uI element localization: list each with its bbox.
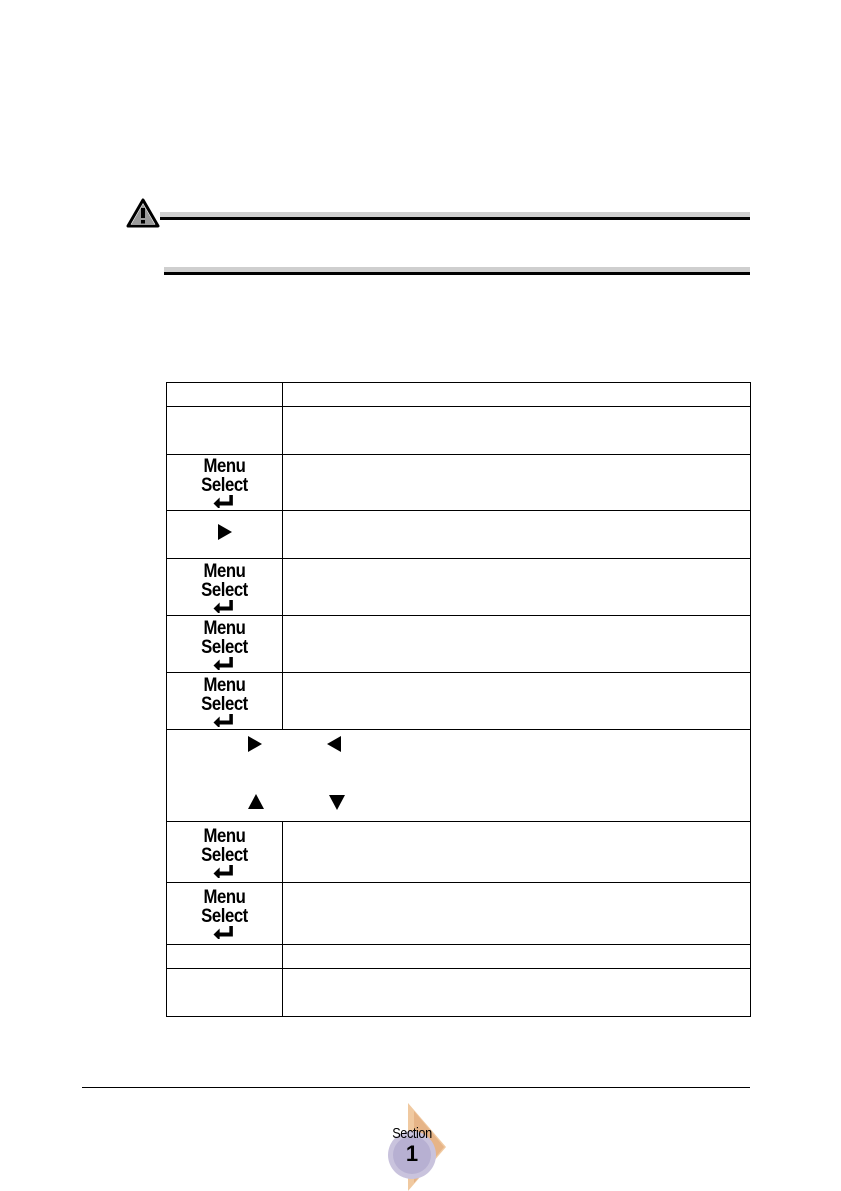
- select-key-label: Select: [201, 693, 248, 715]
- menu-key-label: Menu: [203, 674, 246, 696]
- menu-select-key: [201, 827, 248, 878]
- description-cell: [283, 969, 751, 1017]
- description-cell: [283, 945, 751, 969]
- key-cell: [167, 559, 283, 616]
- enter-arrow-icon: [214, 600, 235, 613]
- description-cell: [283, 383, 751, 407]
- section-tab-logo: [384, 1103, 454, 1191]
- select-key-label: Select: [201, 475, 248, 496]
- key-cell: [167, 945, 283, 969]
- warning-triangle-icon: [126, 198, 160, 228]
- table-row: [167, 511, 751, 559]
- menu-key-label: Menu: [203, 560, 246, 582]
- menu-select-key: [201, 562, 248, 613]
- arrow-instruction-cell: [167, 730, 751, 822]
- menu-select-key: [201, 619, 248, 670]
- table-row: [167, 945, 751, 969]
- caution-rule-top: [160, 212, 750, 220]
- description-cell: [283, 673, 751, 730]
- key-cell: [167, 969, 283, 1017]
- menu-select-key: [201, 888, 248, 939]
- table-row: [167, 822, 751, 883]
- key-cell: [167, 511, 283, 559]
- enter-arrow-icon: [214, 865, 235, 878]
- enter-arrow-icon: [214, 657, 235, 670]
- description-cell: [283, 455, 751, 511]
- caution-rule-bottom: [164, 267, 750, 275]
- menu-select-key: [201, 457, 248, 508]
- table-row: [167, 455, 751, 511]
- description-cell: [283, 511, 751, 559]
- key-cell: [167, 616, 283, 673]
- section-label: Section: [392, 1125, 432, 1142]
- menu-key-label: Menu: [203, 887, 246, 908]
- menu-key-label: Menu: [203, 825, 246, 847]
- description-cell: [283, 822, 751, 883]
- left-arrow-icon: [327, 736, 341, 752]
- select-key-label: Select: [201, 844, 248, 866]
- enter-arrow-icon: [214, 495, 235, 508]
- table-row: [167, 673, 751, 730]
- right-arrow-icon: [218, 524, 232, 540]
- table-row: [167, 616, 751, 673]
- description-cell: [283, 559, 751, 616]
- enter-arrow-icon: [214, 714, 235, 727]
- table-row: [167, 559, 751, 616]
- right-arrow-icon: [248, 736, 262, 752]
- key-cell: [167, 455, 283, 511]
- select-key-label: Select: [201, 579, 248, 601]
- key-cell: [167, 383, 283, 407]
- key-cell: [167, 407, 283, 455]
- footer-rule: [82, 1087, 750, 1088]
- section-number: 1: [405, 1141, 419, 1166]
- procedure-table: [166, 382, 751, 1017]
- table-row: [167, 730, 751, 822]
- down-arrow-icon: [329, 795, 345, 810]
- menu-key-label: Menu: [203, 456, 246, 477]
- select-key-label: Select: [201, 636, 248, 658]
- table-row: [167, 969, 751, 1017]
- table-row: [167, 407, 751, 455]
- menu-select-key: [201, 676, 248, 727]
- key-cell: [167, 883, 283, 945]
- key-cell: [167, 673, 283, 730]
- table-row: [167, 383, 751, 407]
- select-key-label: Select: [201, 906, 248, 927]
- description-cell: [283, 883, 751, 945]
- description-cell: [283, 407, 751, 455]
- menu-key-label: Menu: [203, 617, 246, 639]
- table-row: [167, 883, 751, 945]
- enter-arrow-icon: [214, 926, 235, 939]
- up-arrow-icon: [248, 794, 264, 809]
- key-cell: [167, 822, 283, 883]
- description-cell: [283, 616, 751, 673]
